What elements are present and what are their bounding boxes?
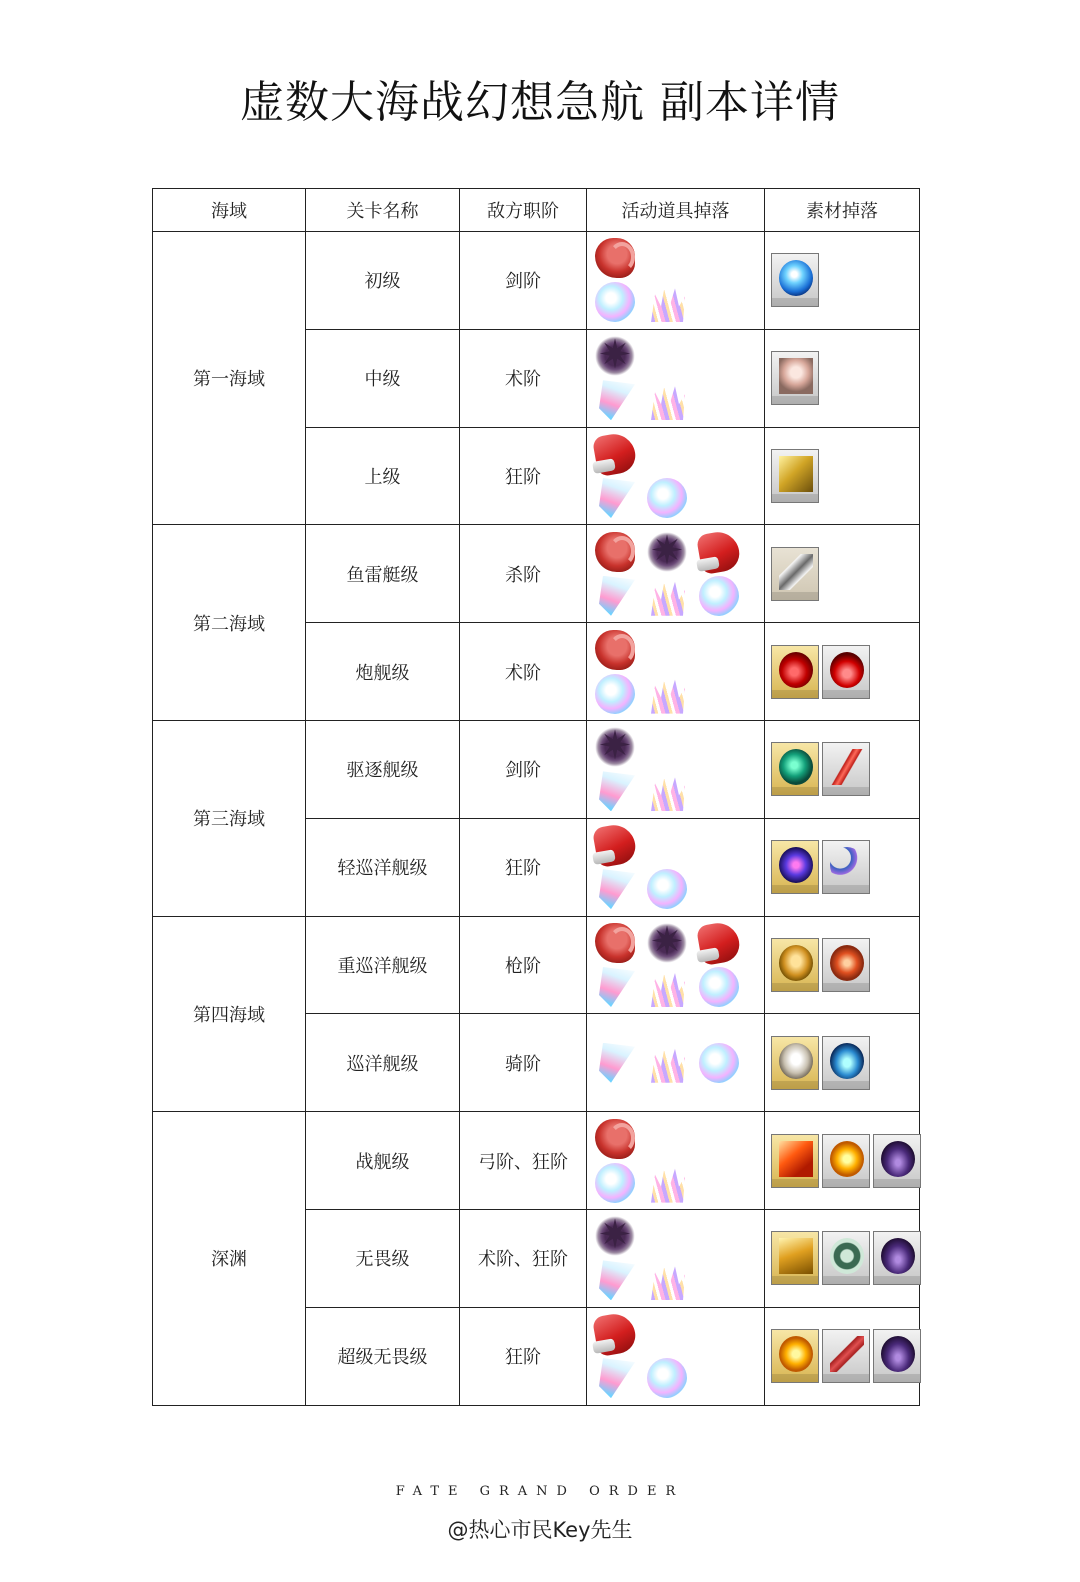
stage-name: 无畏级 (306, 1209, 460, 1307)
event-drops-cell (587, 1209, 765, 1307)
material-drops-cell (765, 525, 920, 623)
stage-name: 巡洋舰级 (306, 1014, 460, 1112)
enemy-class: 狂阶 (460, 427, 587, 525)
whistle-icon (592, 431, 638, 477)
stage-name: 初级 (306, 232, 460, 330)
enemy-class: 枪阶 (460, 916, 587, 1014)
material-drops-cell (765, 1112, 920, 1210)
stage-name: 炮舰级 (306, 623, 460, 721)
enemy-class: 狂阶 (460, 1307, 587, 1405)
stage-name: 鱼雷艇级 (306, 525, 460, 623)
stage-name: 中级 (306, 329, 460, 427)
octopus-icon (595, 532, 635, 572)
footer-brand: FATE GRAND ORDER (395, 1484, 685, 1499)
material-drops-cell (765, 916, 920, 1014)
coral-icon (647, 967, 687, 1007)
enemy-class: 剑阶 (460, 232, 587, 330)
material-drops-cell (765, 818, 920, 916)
material-drops-cell (765, 720, 920, 818)
whistle-icon (592, 822, 638, 868)
region-name: 第三海域 (153, 720, 306, 916)
region-name: 深渊 (153, 1112, 306, 1405)
enemy-class: 术阶 (460, 329, 587, 427)
urchin-icon (595, 727, 635, 767)
header-enemy-class: 敌方职阶 (460, 189, 587, 232)
shell-icon (595, 282, 635, 322)
footer-credit: @热心市民Key先生 (447, 1518, 633, 1542)
octopus-icon (595, 630, 635, 670)
octopus-icon (595, 923, 635, 963)
event-drops-cell (587, 525, 765, 623)
material-drops-cell (765, 1307, 920, 1405)
coral-icon (647, 1043, 687, 1083)
shell-icon (647, 478, 687, 518)
shell-icon (595, 674, 635, 714)
green-ornament-icon (771, 742, 819, 796)
octopus-icon (595, 1119, 635, 1159)
stage-name: 上级 (306, 427, 460, 525)
event-drops-cell (587, 232, 765, 330)
enemy-class: 弓阶、狂阶 (460, 1112, 587, 1210)
material-drops-cell (765, 623, 920, 721)
blue-orb-icon (771, 253, 819, 307)
enemy-class: 狂阶 (460, 818, 587, 916)
page-title: 虚数大海战幻想急航 副本详情 (240, 77, 840, 128)
blue-hook-icon (822, 840, 870, 894)
enemy-class: 骑阶 (460, 1014, 587, 1112)
header-region: 海域 (153, 189, 306, 232)
gold-flower-icon (822, 1134, 870, 1188)
golden-helmet-icon (771, 449, 819, 503)
golden-egg-icon (771, 938, 819, 992)
coral-icon (647, 380, 687, 420)
region-name: 第四海域 (153, 916, 306, 1112)
whistle-icon (696, 529, 742, 575)
tooth-icon (595, 771, 635, 811)
red-bone-icon (822, 1329, 870, 1383)
tooth-icon (595, 1358, 635, 1398)
blue-lantern-icon (822, 1036, 870, 1090)
dark-purple-stone-icon (873, 1134, 921, 1188)
shell-icon (595, 1163, 635, 1203)
dark-purple-stone-icon (873, 1329, 921, 1383)
tooth-icon (595, 1260, 635, 1300)
header-event-drops: 活动道具掉落 (587, 189, 765, 232)
coral-icon (647, 282, 687, 322)
material-drops-cell (765, 329, 920, 427)
stage-name: 重巡洋舰级 (306, 916, 460, 1014)
stage-name: 驱逐舰级 (306, 720, 460, 818)
event-drops-cell (587, 329, 765, 427)
enemy-class: 杀阶 (460, 525, 587, 623)
event-drops-cell (587, 623, 765, 721)
shell-icon (699, 1043, 739, 1083)
material-drops-cell (765, 427, 920, 525)
shell-icon (647, 1358, 687, 1398)
stage-name: 超级无畏级 (306, 1307, 460, 1405)
event-drops-cell (587, 720, 765, 818)
enemy-class: 剑阶 (460, 720, 587, 818)
table-row (153, 916, 920, 1014)
gold-sun-icon (771, 1329, 819, 1383)
octopus-icon (595, 238, 635, 278)
coral-icon (647, 771, 687, 811)
material-drops-cell (765, 1014, 920, 1112)
table-row (153, 232, 920, 330)
header-material-drops: 素材掉落 (765, 189, 920, 232)
material-drops-cell (765, 1209, 920, 1307)
event-drops-cell (587, 1307, 765, 1405)
tooth-icon (595, 380, 635, 420)
material-drops-cell (765, 232, 920, 330)
enemy-class: 术阶 (460, 623, 587, 721)
region-name: 第一海域 (153, 232, 306, 525)
coral-icon (647, 1260, 687, 1300)
table-row (153, 1112, 920, 1210)
urchin-icon (595, 1216, 635, 1256)
red-flower-icon (822, 938, 870, 992)
whistle-icon (592, 1311, 638, 1357)
header-row (153, 189, 920, 232)
urchin-icon (595, 336, 635, 376)
shell-icon (647, 869, 687, 909)
shell-icon (699, 967, 739, 1007)
whistle-icon (696, 920, 742, 966)
coral-icon (647, 1163, 687, 1203)
tooth-icon (595, 1043, 635, 1083)
tooth-icon (595, 869, 635, 909)
event-drops-cell (587, 1014, 765, 1112)
urchin-icon (647, 532, 687, 572)
shell-icon (699, 576, 739, 616)
tooth-icon (595, 478, 635, 518)
red-fang-icon (771, 1134, 819, 1188)
tooth-icon (595, 967, 635, 1007)
table-row (153, 720, 920, 818)
coral-icon (647, 674, 687, 714)
event-drops-cell (587, 916, 765, 1014)
table-row (153, 525, 920, 623)
feather-icon (771, 547, 819, 601)
event-drops-cell (587, 1112, 765, 1210)
stage-name: 战舰级 (306, 1112, 460, 1210)
stage-table (152, 188, 920, 1406)
table-body (153, 232, 920, 1406)
conch-shell-icon (771, 351, 819, 405)
enemy-class: 术阶、狂阶 (460, 1209, 587, 1307)
silver-cup-icon (771, 1036, 819, 1090)
coral-icon (647, 576, 687, 616)
stage-name: 轻巡洋舰级 (306, 818, 460, 916)
dark-purple-stone-icon (873, 1231, 921, 1285)
event-drops-cell (587, 427, 765, 525)
purple-crystal-icon (771, 840, 819, 894)
header-stage-name: 关卡名称 (306, 189, 460, 232)
golden-lamp-icon (771, 1231, 819, 1285)
red-potion-icon (822, 645, 870, 699)
event-drops-cell (587, 818, 765, 916)
red-dagger-icon (822, 742, 870, 796)
jade-ring-icon (822, 1231, 870, 1285)
tooth-icon (595, 576, 635, 616)
blood-drop-icon (771, 645, 819, 699)
region-name: 第二海域 (153, 525, 306, 721)
table-header (153, 189, 920, 232)
urchin-icon (647, 923, 687, 963)
